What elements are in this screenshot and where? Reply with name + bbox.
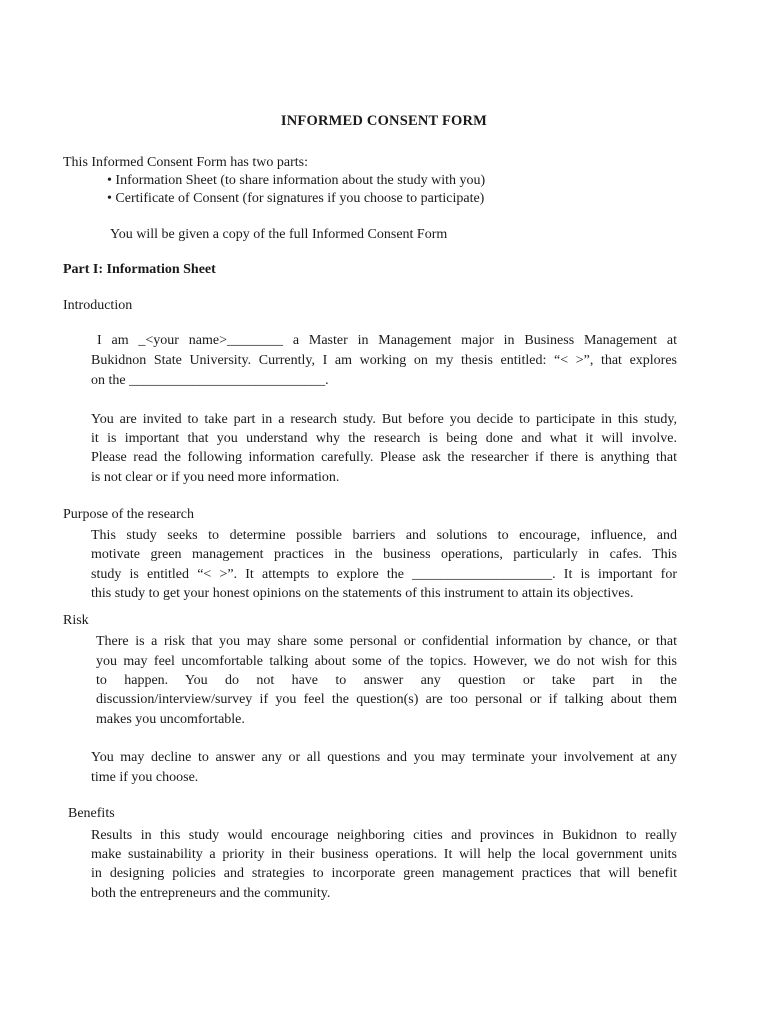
benefits-line-2: make sustainability a priority in their business operations. It will help the local government units [91,847,677,862]
benefits-line-3: in designing policies and strategies to incorporate green management practices that will benefit [91,866,677,881]
introduction-line-3: on the ____________________________. [91,373,329,388]
bullet-certificate-of-consent: • Certificate of Consent (for signatures if you choose to participate) [107,191,485,206]
introduction-p2-line-2: it is important that you understand why the research is being done and what it will involve. [91,431,677,446]
purpose-line-2: motivate green management practices in the business operations, particularly in cafes. This [91,547,677,562]
introduction-p2-line-3: Please read the following information carefully. Please ask the researcher if there is anything that [91,450,677,465]
benefits-line-4: both the entrepreneurs and the community. [91,886,331,901]
introduction-line-2: Bukidnon State University. Currently, I am working on my thesis entitled: “< >”, that explores [91,353,677,368]
risk-line-3: to happen. You do not have to answer any question or take part in the [96,673,677,688]
introduction-heading: Introduction [63,298,133,313]
part1-heading: Part I: Information Sheet [63,262,216,277]
purpose-line-4: this study to get your honest opinions on the statements of this instrument to attain its objectives. [91,586,634,601]
risk-line-5: makes you uncomfortable. [96,712,245,727]
risk-line-2: you may feel uncomfortable talking about some of the topics. However, we do not wish for this [96,654,677,669]
risk-p2-line-1: You may decline to answer any or all questions and you may terminate your involvement at any [91,750,677,765]
risk-p2-line-2: time if you choose. [91,770,199,785]
risk-line-4: discussion/interview/survey if you feel the question(s) are too personal or if talking about them [96,692,677,707]
purpose-line-1: This study seeks to determine possible barriers and solutions to encourage, influence, and [91,528,677,543]
introduction-line-1-text: I am _<your name>________ a Master in Management major in Business Management at [97,333,677,348]
copy-note: You will be given a copy of the full Informed Consent Form [110,227,448,242]
document-title: INFORMED CONSENT FORM [280,113,488,129]
purpose-heading: Purpose of the research [63,507,195,522]
benefits-heading: Benefits [68,806,115,821]
intro-line: This Informed Consent Form has two parts: [63,155,308,170]
bullet-information-sheet: • Information Sheet (to share information about the study with you) [107,173,486,188]
introduction-p2-line-4: is not clear or if you need more information. [91,470,340,485]
risk-line-1: There is a risk that you may share some personal or confidential information by chance, or that [96,634,677,649]
risk-heading: Risk [63,613,89,628]
benefits-line-1: Results in this study would encourage neighboring cities and provinces in Bukidnon to really [91,828,677,843]
introduction-line-1 [91,331,677,350]
purpose-line-3: study is entitled “< >”. It attempts to explore the ____________________. It is important for [91,567,677,582]
introduction-p2-line-1: You are invited to take part in a research study. But before you decide to participate in this study, [91,412,677,427]
